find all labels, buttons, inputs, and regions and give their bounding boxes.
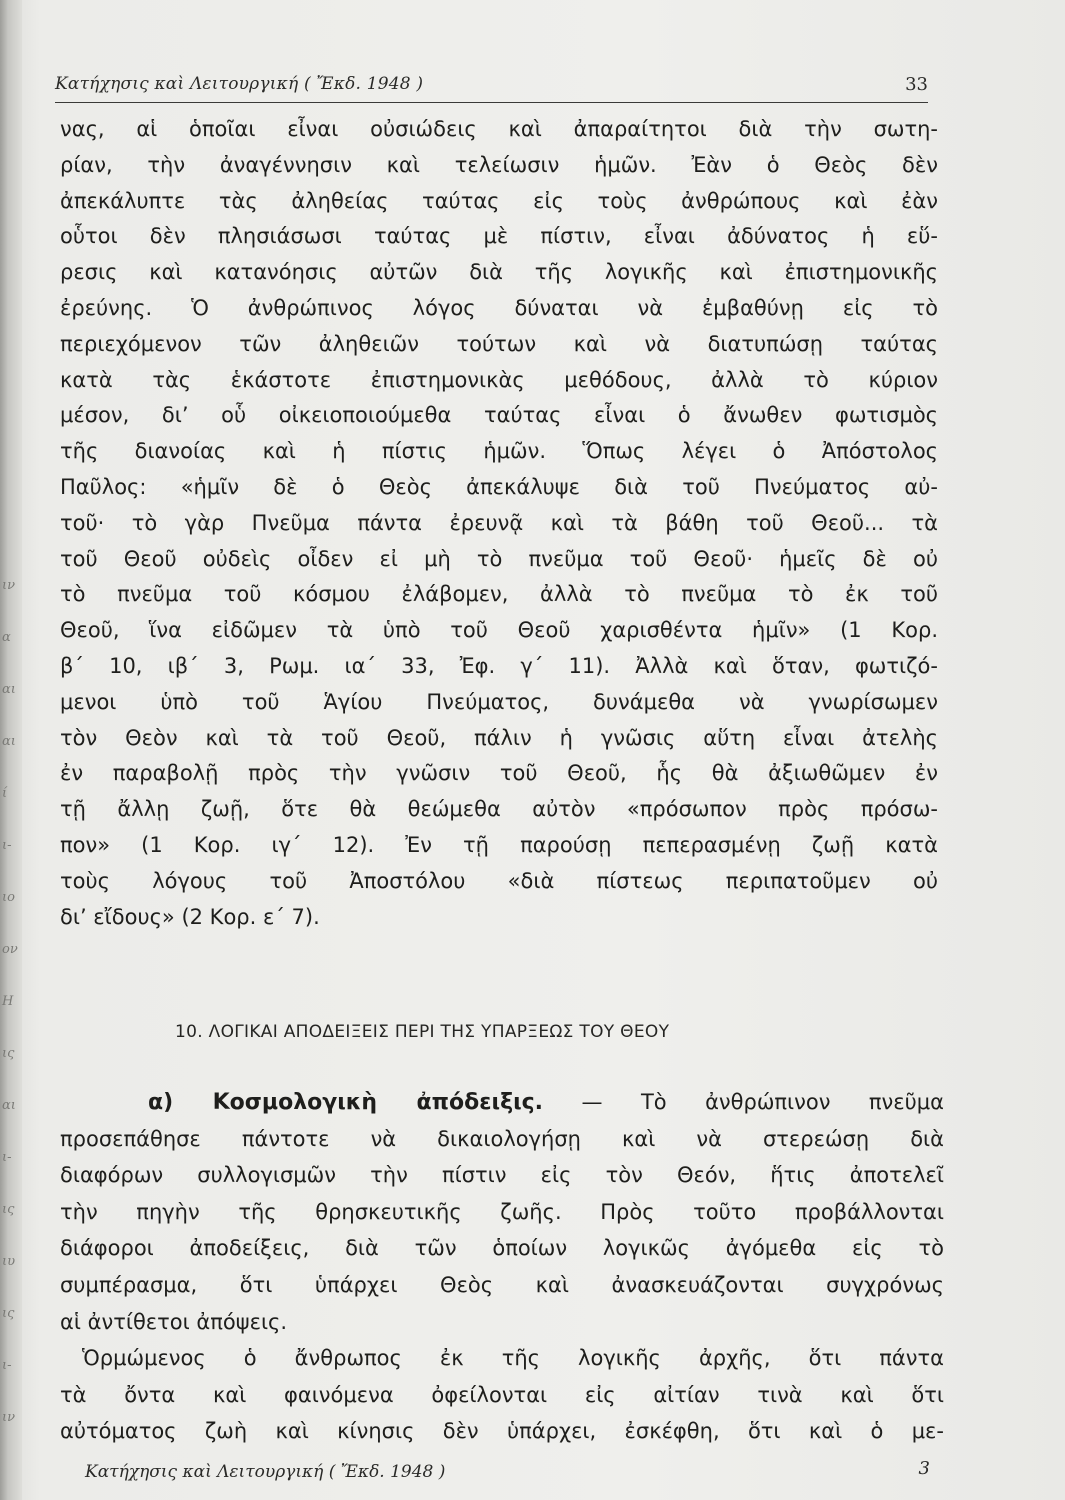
edge-glyph: ιν [2,578,15,593]
footer-title: Κατήχησις καὶ Λειτουργική ( Ἔκδ. 1948 ) [85,1462,446,1482]
running-title: Κατήχησις καὶ Λειτουργική ( Ἔκδ. 1948 ) [55,74,424,94]
text-line: οὗτοι δὲν πλησιάσωσι ταύτας μὲ πίστιν, εἶναι ἀδύνατος ἡ εὕ- [60,224,938,249]
adjacent-page-margin [2,560,16,1444]
text-line: Ὁρμώμενος ὁ ἄνθρωπος ἐκ τῆς λογικῆς ἀρχῆς, ὅτι πάντα [82,1346,944,1371]
edge-glyph: ιν [2,1410,15,1425]
edge-glyph: ις [2,1202,15,1217]
text-line: κατὰ τὰς ἑκάστοτε ἐπιστημονικὰς μεθόδους, ἀλλὰ τὸ κύριον [60,367,938,392]
text-line: Παῦλος: «ἡμῖν δὲ ὁ Θεὸς ἀπεκάλυψε διὰ τοῦ Πνεύματος αὐ- [60,474,938,499]
edge-glyph: αι [2,734,16,749]
text-line: τοῦ Θεοῦ οὐδεὶς οἶδεν εἰ μὴ τὸ πνεῦμα τοῦ Θεοῦ· ἡμεῖς δὲ οὐ [60,546,938,571]
text-line: διάφοροι ἀποδείξεις, διὰ τῶν ὁποίων λογικῶς ἀγόμεθα εἰς τὸ [60,1236,944,1261]
edge-glyph: ιυ [2,1254,15,1269]
text-line: τὰ ὄντα καὶ φαινόμενα ὀφείλονται εἰς αἰτίαν τινὰ καὶ ὅτι [60,1382,944,1407]
text-line: περιεχόμενον τῶν ἀληθειῶν τούτων καὶ νὰ διατυπώσῃ ταύτας [60,331,938,356]
signature-mark: 3 [918,1458,930,1479]
edge-glyph: ιο [2,890,15,905]
text-line: συμπέρασμα, ὅτι ὑπάρχει Θεὸς καὶ ἀνασκευάζονται συγχρόνως [60,1272,944,1297]
text-line: αὐτόματος ζωὴ καὶ κίνησις δὲν ὑπάρχει, ἐσκέφθη, ὅτι καὶ ὁ με- [60,1419,944,1444]
text-line: διαφόρων συλλογισμῶν τὴν πίστιν εἰς τὸν Θεόν, ἥτις ἀποτελεῖ [60,1163,944,1188]
text-line: τοῦ· τὸ γὰρ Πνεῦμα πάντα ἐρευνᾷ καὶ τὰ βάθη τοῦ Θεοῦ... τὰ [60,510,938,535]
edge-glyph: ι- [2,838,12,853]
section-body [60,1084,944,1450]
subsection-heading: α) Κοσμολογικὴ ἀπόδειξις. [148,1090,544,1115]
text-line: αἱ ἀντίθετοι ἀπόψεις. [60,1309,288,1334]
edge-glyph: ι- [2,1150,12,1165]
text-line: β´ 10, ιβ´ 3, Ρωμ. ια´ 33, Ἐφ. γ´ 11). Ἀλλὰ καὶ ὅταν, φωτιζό- [60,653,938,678]
text-line: τὸ πνεῦμα τοῦ κόσμου ἐλάβομεν, ἀλλὰ τὸ πνεῦμα τὸ ἐκ τοῦ [60,582,938,607]
edge-glyph: α [2,630,11,645]
subsection-first-line [60,1084,944,1121]
text-line: ἐν παραβολῇ πρὸς τὴν γνῶσιν τοῦ Θεοῦ, ἧς θὰ ἀξιωθῶμεν ἐν [60,761,938,786]
footer [85,1458,930,1488]
text-line: τῇ ἄλλῃ ζωῇ, ὅτε θὰ θεώμεθα αὐτὸν «πρόσωπον πρὸς πρόσω- [60,797,938,822]
text-line: ρεσις καὶ κατανόησις αὐτῶν διὰ τῆς λογικῆς καὶ ἐπιστημονικῆς [60,260,938,285]
page-number: 33 [905,74,928,95]
edge-glyph: ον [2,942,18,957]
text-line: προσεπάθησε πάντοτε νὰ δικαιολογήσῃ καὶ νὰ στερεώσῃ διὰ [60,1126,944,1151]
edge-glyph: ις [2,1046,15,1061]
text-line: τῆς διανοίας καὶ ἡ πίστις ἡμῶν. Ὅπως λέγει ὁ Ἀπόστολος [60,439,938,464]
edge-glyph: αι [2,682,16,697]
text-line: μέσον, δι’ οὗ οἰκειοποιούμεθα ταύτας εἶναι ὁ ἄνωθεν φωτισμὸς [60,403,938,428]
text-line: τὸν Θεὸν καὶ τὰ τοῦ Θεοῦ, πάλιν ἡ γνῶσις αὕτη εἶναι ἀτελὴς [60,725,938,750]
text-line: πον» (1 Κορ. ιγ´ 12). Ἐν τῇ παρούσῃ πεπερασμένῃ ζωῇ κατὰ [60,832,938,857]
text-line: τοὺς λόγους τοῦ Ἀποστόλου «διὰ πίστεως περιπατοῦμεν οὐ [60,868,938,893]
text-line: ρίαν, τὴν ἀναγέννησιν καὶ τελείωσιν ἡμῶν. Ἐὰν ὁ Θεὸς δὲν [60,152,938,177]
edge-glyph: ι- [2,1358,12,1373]
running-header [55,70,928,103]
text-line: δι’ εἴδους» (2 Κορ. ε´ 7). [60,904,320,929]
edge-glyph: Η [2,994,14,1009]
text-line: ἐρεύνης. Ὁ ἀνθρώπινος λόγος δύναται νὰ ἐμβαθύνῃ εἰς τὸ [60,295,938,320]
text-line: τὴν πηγὴν τῆς θρησκευτικῆς ζωῆς. Πρὸς τοῦτο προβάλλονται [60,1199,944,1224]
section-heading: 10. ΛΟΓΙΚΑΙ ΑΠΟΔΕΙΞΕΙΣ ΠΕΡΙ ΤΗΣ ΥΠΑΡΞΕΩΣ ΤΟΥ ΘΕΟΥ [175,1022,670,1042]
text-line: νας, αἱ ὁποῖαι εἶναι οὐσιώδεις καὶ ἀπαραίτητοι διὰ τὴν σωτη- [60,117,938,141]
text-line: μενοι ὑπὸ τοῦ Ἁγίου Πνεύματος, δυνάμεθα νὰ γνωρίσωμεν [60,689,938,714]
text-line-rest: — Τὸ ἀνθρώπινον πνεῦμα [581,1090,944,1114]
edge-glyph: ί [2,786,8,801]
body-paragraph [60,112,938,935]
edge-glyph: αι [2,1098,16,1113]
edge-glyph: ις [2,1306,15,1321]
text-line: ἀπεκάλυπτε τὰς ἀληθείας ταύτας εἰς τοὺς ἀνθρώπους καὶ ἐὰν [60,188,938,213]
text-line: Θεοῦ, ἵνα εἰδῶμεν τὰ ὑπὸ τοῦ Θεοῦ χαρισθέντα ἡμῖν» (1 Κορ. [60,618,938,643]
